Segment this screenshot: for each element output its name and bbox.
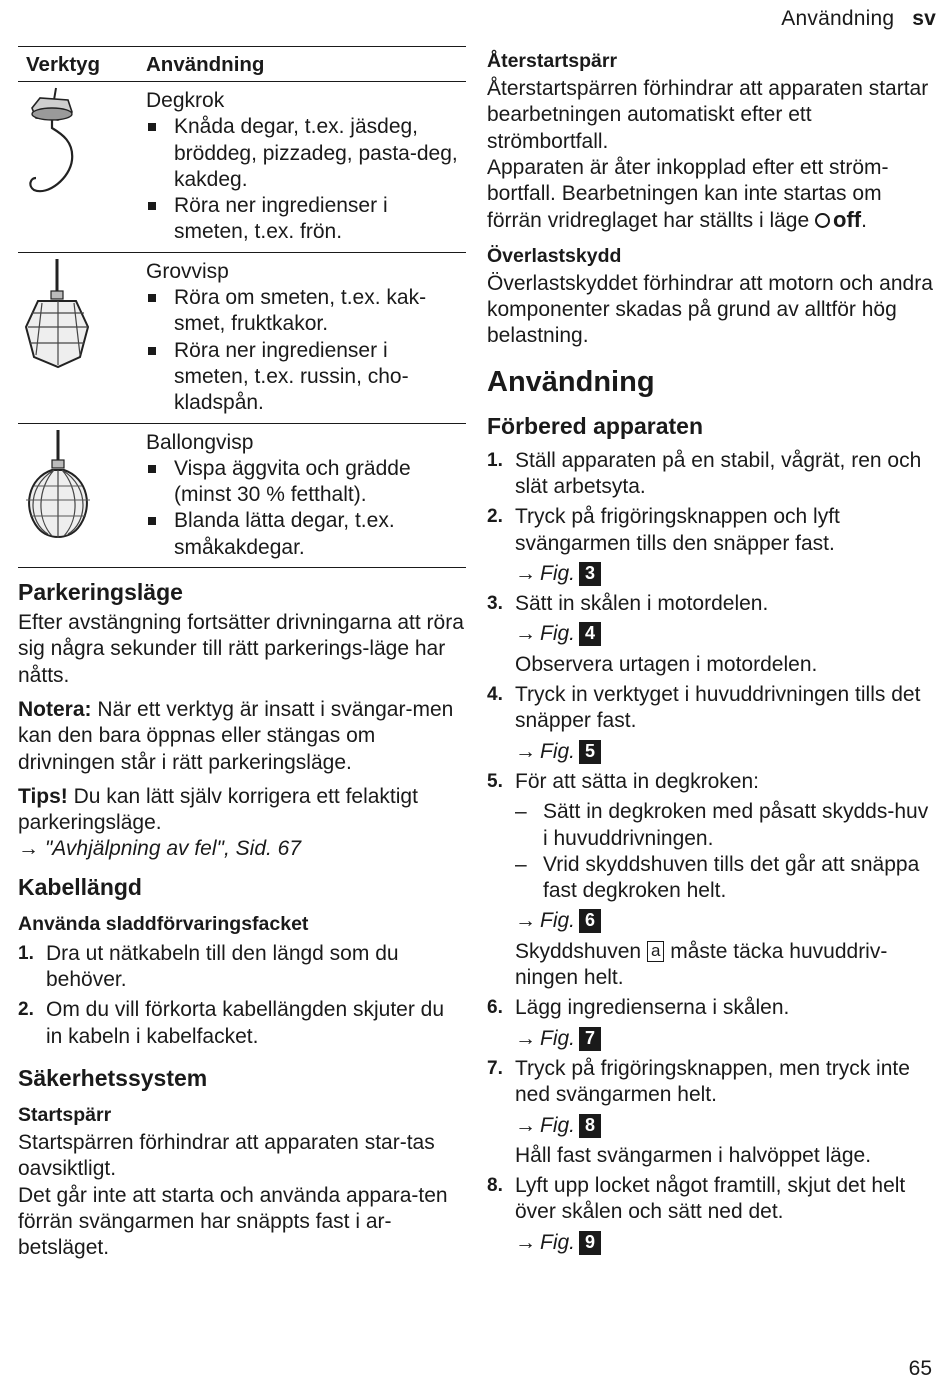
step-text: Lyft upp locket något framtill, skjut det helt över skålen och sätt ned det. bbox=[515, 1174, 906, 1224]
figure-number: 3 bbox=[579, 562, 601, 586]
parking-text: Efter avstängning fortsätter drivningarna att röra sig några sekunder till rätt parkerings-läge har nåtts. bbox=[18, 611, 464, 687]
note-text: När ett verktyg är insatt i svängar-men kan den bara öppnas eller stängas om drivningen står i rätt parkeringsläge. bbox=[18, 697, 454, 774]
step-text: Lägg ingredienserna i skålen. bbox=[515, 996, 790, 1020]
list-item: – Sätt in degkroken med påsatt skydds-huv i huvuddrivningen. bbox=[515, 799, 937, 852]
figure-number: 5 bbox=[579, 740, 601, 764]
list-item: Vispa äggvita och grädde (minst 30 % fetthalt). bbox=[146, 456, 466, 509]
restart-lock-text-2: Apparaten är åter inkopplad efter ett ström-bortfall. Bearbetningen kan inte startas om förrän vridreglaget har ställts i läge off. bbox=[487, 155, 889, 233]
prepare-steps bbox=[487, 448, 937, 1256]
tool-table bbox=[18, 46, 466, 568]
callout-marker: a bbox=[647, 941, 664, 962]
figure-reference[interactable]: → Fig. 6 bbox=[515, 908, 937, 934]
cross-reference-text: "Avhjälpning av fel", Sid. 67 bbox=[44, 837, 302, 861]
step-note: Observera urtagen i motordelen. bbox=[515, 652, 818, 676]
tool-name: Ballongvisp bbox=[146, 430, 254, 454]
step-note: Håll fast svängarmen i halvöppet läge. bbox=[515, 1143, 872, 1167]
arrow-icon: → bbox=[515, 622, 536, 646]
header-section: Användning bbox=[781, 7, 895, 30]
start-lock-heading: Startspärr bbox=[18, 1103, 112, 1126]
arrow-icon: → bbox=[515, 739, 536, 763]
arrow-icon: → bbox=[515, 1026, 536, 1050]
start-lock-text-1: Startspärren förhindrar att apparaten star-tas oavsiktligt. bbox=[18, 1130, 435, 1181]
figure-reference[interactable]: → Fig. 5 bbox=[515, 739, 937, 765]
list-item bbox=[487, 1056, 937, 1169]
list-item: Röra ner ingredienser i smeten, t.ex. frön. bbox=[146, 193, 466, 246]
step-number: 3. bbox=[487, 593, 503, 615]
sub-steps bbox=[515, 799, 937, 904]
step-number: 8. bbox=[487, 1175, 503, 1197]
list-item: Knåda degar, t.ex. jäsdeg, bröddeg, pizzadeg, pasta-deg, kakdeg. bbox=[146, 114, 466, 193]
table-row bbox=[18, 82, 466, 253]
step-number: 7. bbox=[487, 1057, 503, 1079]
step-number: 6. bbox=[487, 997, 503, 1019]
cross-reference[interactable] bbox=[18, 836, 466, 862]
step-text: Dra ut nätkabeln till den längd som du behöver. bbox=[46, 941, 399, 992]
figure-number: 6 bbox=[579, 909, 601, 933]
arrow-icon: → bbox=[18, 837, 39, 861]
usage-heading: Användning bbox=[487, 365, 655, 398]
figure-reference[interactable]: → Fig. 4 bbox=[515, 621, 937, 647]
off-label: off bbox=[833, 207, 862, 233]
step-text: Sätt in skålen i motordelen. bbox=[515, 592, 769, 616]
step-note: Skyddshuven a måste täcka huvuddriv-ningen helt. bbox=[515, 939, 888, 990]
tip-text: Du kan lätt själv korrigera ett felaktigt parkeringsläge. bbox=[18, 784, 418, 835]
list-item bbox=[18, 941, 466, 994]
dough-hook-icon bbox=[18, 86, 88, 201]
step-text: Om du vill förkorta kabellängden skjuter du in kabeln i kabelfacket. bbox=[46, 998, 445, 1048]
cable-subheading: Använda sladdförvaringsfacket bbox=[18, 912, 309, 935]
header-language: sv bbox=[912, 7, 936, 30]
list-item bbox=[487, 591, 937, 678]
list-item: Blanda lätta degar, t.ex. småkakdegar. bbox=[146, 508, 466, 561]
list-item bbox=[18, 997, 466, 1050]
tool-name: Degkrok bbox=[146, 89, 225, 112]
prepare-heading: Förbered apparaten bbox=[487, 412, 703, 439]
parking-tip bbox=[18, 784, 466, 837]
table-row bbox=[18, 423, 466, 567]
arrow-icon: → bbox=[515, 1113, 536, 1137]
list-item: – Vrid skyddshuven tills det går att snäppa fast degkroken helt. bbox=[515, 852, 937, 905]
step-number: 2. bbox=[487, 506, 503, 528]
list-item: Röra om smeten, t.ex. kak-smet, fruktkakor. bbox=[146, 285, 466, 338]
tool-table-header bbox=[18, 47, 466, 82]
step-text: Tryck på frigöringsknappen och lyft svängarmen tills den snäpper fast. bbox=[515, 505, 840, 555]
step-text: Ställ apparaten på en stabil, vågrät, ren och slät arbetsyta. bbox=[515, 448, 922, 498]
right-column bbox=[487, 48, 937, 1260]
col-header-use: Användning bbox=[146, 52, 265, 76]
list-item bbox=[487, 504, 937, 587]
left-column bbox=[18, 46, 466, 1261]
table-row bbox=[18, 252, 466, 423]
restart-lock-heading: Återstartspärr bbox=[487, 50, 618, 72]
tip-label: Tips! bbox=[18, 784, 68, 808]
page-number: 65 bbox=[908, 1356, 932, 1380]
step-text: För att sätta in degkroken: bbox=[515, 769, 759, 793]
step-number: 4. bbox=[487, 684, 503, 706]
list-item bbox=[487, 995, 937, 1052]
step-number: 1. bbox=[487, 449, 503, 471]
step-number: 2. bbox=[18, 999, 34, 1021]
safety-heading: Säkerhetssystem bbox=[18, 1064, 208, 1091]
figure-number: 9 bbox=[579, 1231, 601, 1255]
cable-steps bbox=[18, 941, 466, 1050]
figure-reference[interactable]: → Fig. 7 bbox=[515, 1026, 937, 1052]
off-position-icon bbox=[815, 213, 830, 228]
list-item bbox=[487, 1173, 937, 1256]
running-header bbox=[781, 6, 936, 32]
step-number: 1. bbox=[18, 942, 34, 964]
cable-heading: Kabellängd bbox=[18, 873, 142, 900]
step-text: Tryck på frigöringsknappen, men tryck inte ned svängarmen helt. bbox=[515, 1056, 910, 1107]
restart-lock-text-1: Återstartspärren förhindrar att apparaten startar bearbetningen automatiskt efter ett strömbortfall. bbox=[487, 77, 929, 153]
figure-reference[interactable]: → Fig. 9 bbox=[515, 1230, 937, 1256]
parking-heading: Parkeringsläge bbox=[18, 579, 183, 606]
coarse-whisk-icon bbox=[18, 257, 98, 372]
figure-reference[interactable]: → Fig. 8 bbox=[515, 1113, 937, 1139]
arrow-icon: → bbox=[515, 909, 536, 933]
list-item: Röra ner ingredienser i smeten, t.ex. russin, cho-kladspån. bbox=[146, 338, 466, 417]
arrow-icon: → bbox=[515, 561, 536, 585]
parking-note bbox=[18, 697, 466, 776]
figure-number: 7 bbox=[579, 1027, 601, 1051]
arrow-icon: → bbox=[515, 1230, 536, 1254]
list-item bbox=[487, 682, 937, 765]
balloon-whisk-icon bbox=[18, 428, 98, 548]
col-header-tool: Verktyg bbox=[26, 52, 101, 76]
figure-number: 4 bbox=[579, 622, 601, 646]
figure-number: 8 bbox=[579, 1114, 601, 1138]
step-text: Tryck in verktyget i huvuddrivningen tills det snäpper fast. bbox=[515, 683, 921, 733]
overload-text: Överlastskyddet förhindrar att motorn och andra komponenter skadas på grund av alltför hög belastning. bbox=[487, 271, 933, 348]
note-label: Notera: bbox=[18, 697, 92, 721]
step-number: 5. bbox=[487, 770, 503, 792]
list-item bbox=[487, 769, 937, 991]
figure-reference[interactable]: → Fig. 3 bbox=[515, 561, 937, 587]
tool-name: Grovvisp bbox=[146, 259, 229, 283]
list-item bbox=[487, 448, 937, 501]
overload-heading: Överlastskydd bbox=[487, 244, 622, 267]
start-lock-text-2: Det går inte att starta och använda appara-ten förrän svängarmen har snäppts fast i ar-betsläget. bbox=[18, 1183, 448, 1260]
